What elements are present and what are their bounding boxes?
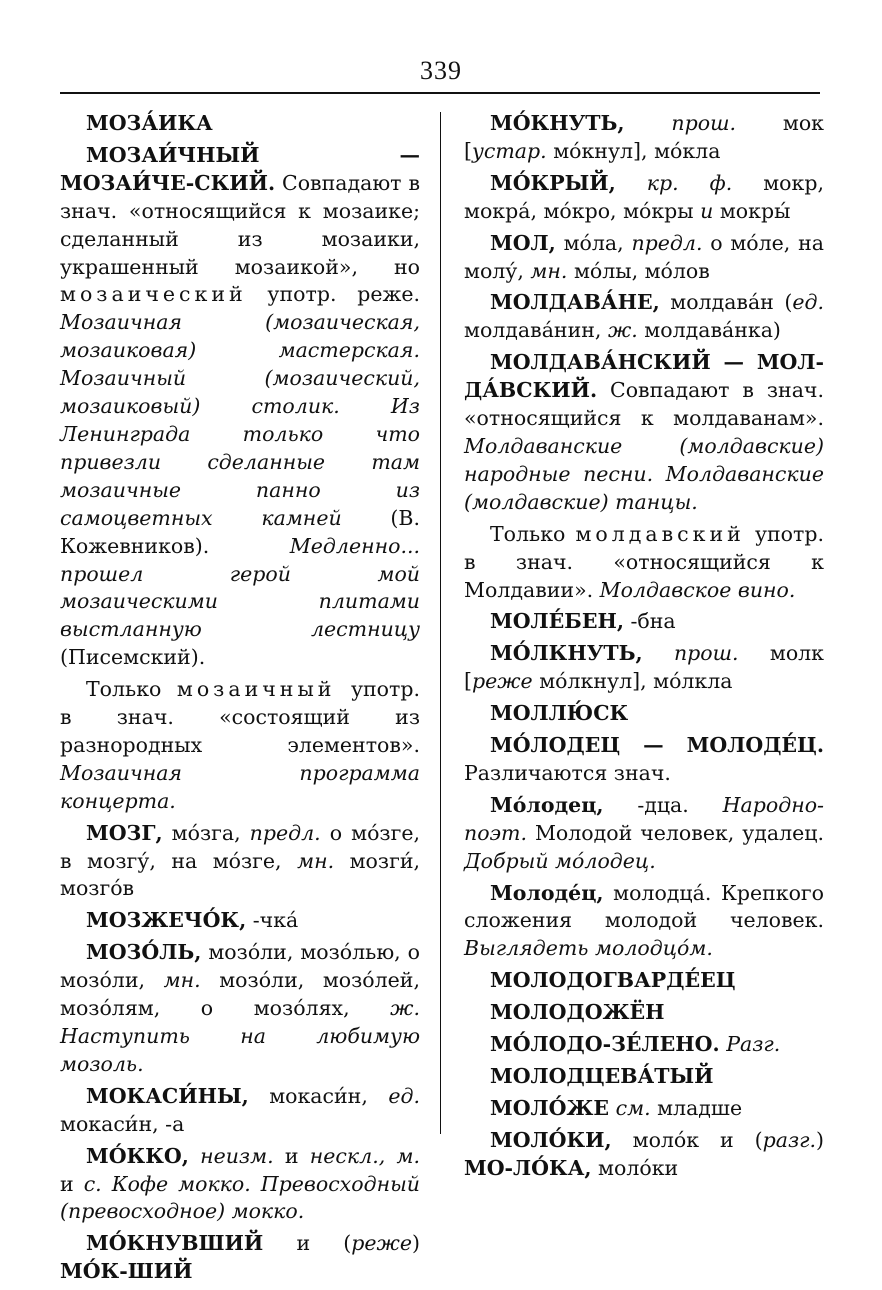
dictionary-entry: МО́ЛОДЕЦ — МОЛОДЕ́Ц. Различаются знач.: [464, 733, 824, 785]
dictionary-entry: МОЛЛЮ́СК: [490, 701, 629, 726]
dictionary-entry: Мо́лодец, -дца. Народно-поэт. Молодой человек, удалец. Добрый мо́лодец.: [464, 792, 824, 873]
right-column: [464, 110, 824, 1187]
dictionary-entry: МО́КНУТЬ, прош. мок [устар. мо́кнул], мо́кла: [464, 111, 824, 163]
left-column: [60, 110, 420, 1290]
dictionary-entry: МОЛ, мо́ла, предл. о мо́ле, на молу́, мн. мо́лы, мо́лов: [464, 230, 824, 283]
column-divider: [440, 112, 441, 1134]
dictionary-entry: Только мозаичный употр. в знач. «состоящий из разнородных элементов». Мозаичная программа концерта.: [60, 677, 420, 813]
dictionary-entry: МО́КРЫЙ, кр. ф. мокр, мокра́, мо́кро, мо́кры и мокры́: [464, 170, 824, 223]
dictionary-entry: МОЗО́ЛЬ, мозо́ли, мозо́лью, о мозо́ли, мн. мозо́ли, мозо́лей, мозо́лям, о мозо́лях, ж. Наступить на любимую мозоль.: [60, 940, 420, 1076]
dictionary-entry: МО́ЛКНУТЬ, прош. молк [реже мо́лкнул], мо́лкла: [464, 641, 824, 694]
dictionary-entry: МОЛО́КИ, моло́к и (разг.) МО-ЛО́КА, моло́ки: [464, 1127, 824, 1180]
dictionary-entry: МОЛО́ЖЕ см. младше: [490, 1095, 743, 1120]
dictionary-entry: МОЛДАВА́НСКИЙ — МОЛ-ДА́ВСКИЙ. Совпадают в знач. «относящийся к молдаванам». Молдаванские (молдавские) народные песни. Молдаванские (молдавские) танцы.: [464, 350, 824, 514]
dictionary-entry: МО́КНУВШИЙ и (реже) МО́К-ШИЙ: [60, 1231, 420, 1284]
dictionary-entry: МОЗГ, мо́зга, предл. о мо́зге, в мозгу́, на мо́зге, мн. мозги́, мозго́в: [60, 820, 420, 901]
dictionary-entry: Молоде́ц, молодца́. Крепкого сложения молодой человек. Выглядеть молодцо́м.: [464, 880, 824, 961]
dictionary-entry: МОЛОДОГВАРДЕ́ЕЦ: [490, 968, 736, 993]
dictionary-entry: МОЗА́ИКА: [86, 111, 213, 135]
dictionary-entry: МОЗАИ́ЧНЫЙ — МОЗАИ́ЧЕ-СКИЙ. Совпадают в знач. «относящийся к мозаике; сделанный из мозаики, украшенный мозаикой», но мозаический употр. реже. Мозаичная (мозаическая, мозаиковая) мастерская. Мозаичный (мозаический, мозаиковый) столик. Из Ленинграда только что привезли сделанные там мозаичные панно из самоцветных камней (В. Кожевников). Медленно... прошел герой мой мозаическими плитами выстланную лестницу (Писемский).: [60, 142, 420, 670]
dictionary-entry: МОЛОДЦЕВА́ТЫЙ: [490, 1064, 714, 1088]
page-number: 339: [420, 56, 462, 85]
dictionary-entry: МОЛОДОЖЁН: [490, 1000, 665, 1025]
dictionary-entry: МОКАСИ́НЫ, мокаси́н, ед. мокаси́н, -а: [60, 1083, 420, 1136]
header-rule: [60, 92, 820, 94]
dictionary-entry: МОЛЕ́БЕН, -бна: [490, 609, 676, 634]
dictionary-entry: МО́ККО, неизм. и нескл., м. и с. Кофе мокко. Превосходный (превосходное) мокко.: [60, 1143, 420, 1224]
dictionary-entry: МО́ЛОДО-ЗЕ́ЛЕНО. Разг.: [490, 1032, 781, 1057]
dictionary-entry: МОЛДАВА́НЕ, молдава́н (ед. молдава́нин, ж. молдава́нка): [464, 290, 824, 343]
dictionary-entry: Только молдавский употр. в знач. «относящийся к Молдавии». Молдавское вино.: [464, 521, 824, 602]
dictionary-entry: МОЗЖЕЧО́К, -чка́: [86, 908, 299, 933]
